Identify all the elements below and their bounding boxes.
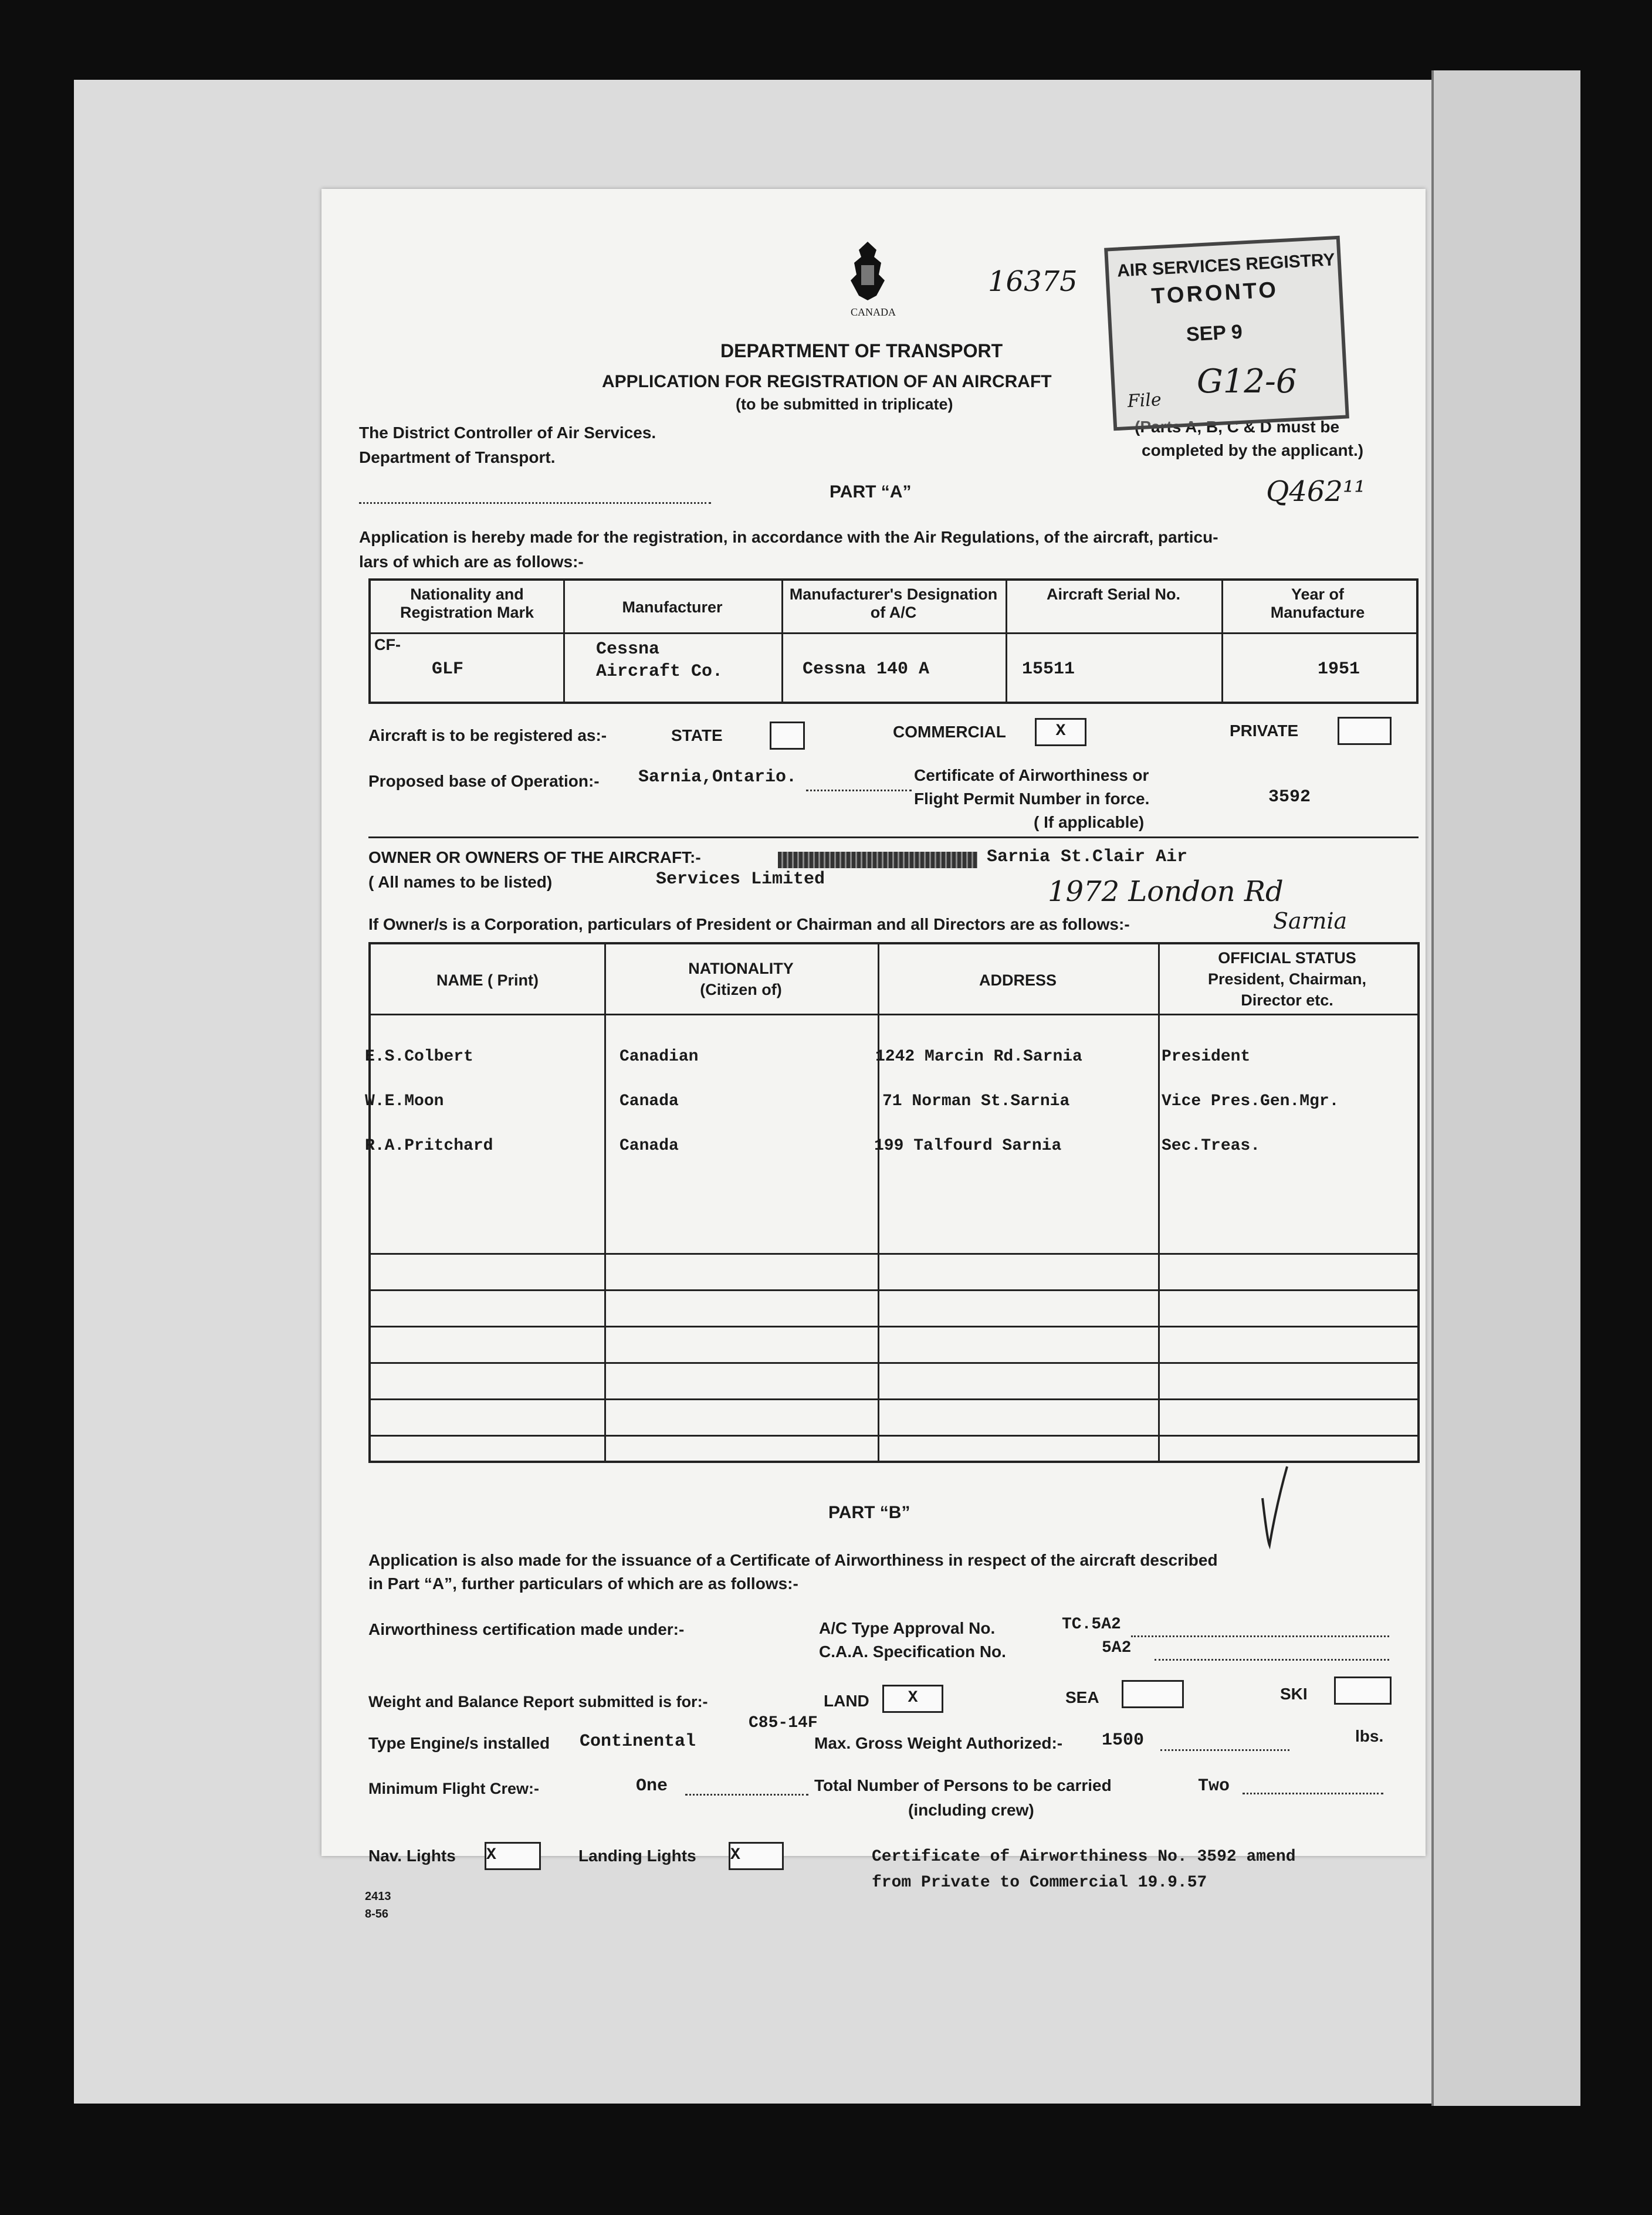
officers-table	[365, 942, 1420, 1463]
officers-col-address: ADDRESS	[979, 971, 1057, 989]
officers-col-status-sub-2: Director etc.	[1241, 991, 1333, 1009]
officer-address: 199 Talfourd Sarnia	[874, 1137, 1062, 1155]
designation-value: Cessna 140 A	[803, 659, 930, 679]
dotted-line	[1243, 1793, 1383, 1794]
form-subtitle: (to be submitted in triplicate)	[736, 395, 953, 413]
stamp-line-1: AIR SERVICES REGISTRY	[1116, 250, 1336, 281]
officers-col-status-sub-1: President, Chairman,	[1207, 970, 1367, 988]
officers-col-nationality-sub: (Citizen of)	[700, 981, 782, 998]
cert-note: ( If applicable)	[1034, 813, 1145, 831]
manufacturer-line-1: Cessna	[596, 639, 660, 659]
corporation-label: If Owner/s is a Corporation, particulars of President or Chairman and all Directors are as follows:-	[368, 915, 1130, 933]
dotted-line	[806, 790, 912, 791]
serial-value: 15511	[1022, 659, 1075, 679]
department-title: DEPARTMENT OF TRANSPORT	[720, 340, 1003, 361]
nationality-prefix: CF-	[374, 636, 401, 653]
officer-name: W.E.Moon	[365, 1092, 444, 1110]
part-b-intro-2: in Part “A”, further particulars of which are as follows:-	[368, 1574, 798, 1593]
dotted-line	[685, 1794, 808, 1796]
private-checkbox[interactable]	[1338, 717, 1392, 745]
parts-note-line-1: (Parts A, B, C & D must be	[1135, 418, 1340, 436]
land-label: LAND	[824, 1692, 869, 1710]
landing-lights-label: Landing Lights	[578, 1847, 696, 1865]
officer-nationality: Canadian	[620, 1048, 699, 1066]
stamp-file-label: File	[1126, 390, 1162, 412]
ski-checkbox[interactable]	[1334, 1677, 1392, 1705]
land-checkbox[interactable]: X	[882, 1685, 943, 1713]
col-serial: Aircraft Serial No.	[1046, 585, 1181, 603]
registered-as-label: Aircraft is to be registered as:-	[368, 726, 607, 744]
stamp-file-value: G12-6	[1197, 363, 1297, 401]
officers-col-name: NAME ( Print)	[436, 971, 539, 989]
nav-lights-checkbox[interactable]: X	[485, 1842, 541, 1870]
registration-mark: GLF	[432, 659, 464, 679]
officer-nationality: Canada	[620, 1137, 679, 1155]
officer-address: 71 Norman St.Sarnia	[882, 1092, 1070, 1110]
corporation-handwritten: Sarnia	[1273, 908, 1348, 934]
stamp-line-2: TORONTO	[1150, 277, 1279, 309]
weight-label: Weight and Balance Report submitted is for:-	[368, 1693, 708, 1711]
dotted-line	[1155, 1659, 1389, 1661]
dotted-line	[1160, 1749, 1289, 1751]
officer-address: 1242 Marcin Rd.Sarnia	[875, 1048, 1082, 1066]
adjacent-page-edge	[1431, 70, 1580, 2106]
handwritten-reference: Q462¹¹	[1266, 475, 1366, 508]
persons-label: Total Number of Persons to be carried	[814, 1776, 1112, 1794]
owner-note: ( All names to be listed)	[368, 873, 553, 891]
type-approval-value: TC.5A2	[1062, 1615, 1121, 1634]
part-a-heading: PART “A”	[830, 482, 912, 502]
state-checkbox[interactable]	[770, 722, 805, 750]
part-b-heading: PART “B”	[828, 1503, 910, 1522]
owner-label: OWNER OR OWNERS OF THE AIRCRAFT:-	[368, 848, 701, 866]
registry-stamp	[1104, 236, 1349, 431]
form-title: APPLICATION FOR REGISTRATION OF AN AIRCRAFT	[602, 372, 1052, 391]
officer-status: Vice Pres.Gen.Mgr.	[1162, 1092, 1339, 1110]
section-rule	[368, 836, 1419, 838]
type-approval-label: A/C Type Approval No.	[819, 1619, 996, 1637]
caa-spec-value: 5A2	[1102, 1639, 1132, 1657]
part-a-intro-2: lars of which are as follows:-	[359, 553, 584, 571]
base-value: Sarnia,Ontario.	[638, 767, 797, 787]
commercial-label: COMMERCIAL	[893, 723, 1006, 741]
parts-note-line-2: completed by the applicant.)	[1142, 441, 1364, 459]
file-number: 16375	[988, 265, 1078, 298]
officer-name: E.S.Colbert	[365, 1048, 473, 1066]
persons-value: Two	[1198, 1776, 1230, 1796]
owner-value-2: Services Limited	[656, 869, 825, 889]
sea-label: SEA	[1065, 1688, 1099, 1706]
owner-value-1: Sarnia St.Clair Air	[987, 847, 1188, 867]
caa-spec-label: C.A.A. Specification No.	[819, 1642, 1006, 1661]
part-a-intro-1: Application is hereby made for the registration, in accordance with the Air Regulations, of the aircraft, particu-	[359, 528, 1218, 546]
airworthiness-label: Airworthiness certification made under:-	[368, 1620, 685, 1638]
commercial-checkbox[interactable]: X	[1035, 718, 1086, 746]
form-number: 2413	[365, 1890, 391, 1903]
addressee-line-1: The District Controller of Air Services.	[359, 424, 656, 442]
amendment-note-2: from Private to Commercial 19.9.57	[872, 1874, 1207, 1892]
col-manufacturer: Manufacturer	[622, 598, 723, 616]
state-label: STATE	[671, 726, 723, 744]
handwritten-checkmark-icon	[1257, 1463, 1292, 1551]
manufacturer-line-2: Aircraft Co.	[596, 662, 723, 682]
application-form	[321, 189, 1426, 1921]
dotted-line	[359, 502, 711, 504]
nav-lights-label: Nav. Lights	[368, 1847, 456, 1865]
addressee-line-2: Department of Transport.	[359, 448, 556, 466]
persons-note: (including crew)	[908, 1801, 1034, 1819]
dotted-line	[1131, 1635, 1389, 1637]
ski-label: SKI	[1280, 1685, 1308, 1703]
cert-label-1: Certificate of Airworthiness or	[914, 766, 1149, 784]
struck-out-text	[778, 852, 977, 868]
canada-crest-icon	[841, 239, 894, 304]
officer-status: Sec.Treas.	[1162, 1137, 1261, 1155]
col-designation: Manufacturer's Designation of A/C	[789, 585, 998, 621]
officer-nationality: Canada	[620, 1092, 679, 1110]
form-date: 8-56	[365, 1908, 389, 1921]
engine-label: Type Engine/s installed	[368, 1734, 550, 1752]
engine-model: C85-14F	[749, 1714, 818, 1732]
part-b-intro-1: Application is also made for the issuance of a Certificate of Airworthiness in respect of the aircraft described	[368, 1551, 1218, 1569]
officers-col-nationality: NATIONALITY	[688, 960, 794, 977]
col-year: Year of Manufacture	[1270, 585, 1365, 621]
year-value: 1951	[1318, 659, 1360, 679]
landing-lights-checkbox[interactable]: X	[729, 1842, 784, 1870]
officer-status: President	[1162, 1048, 1251, 1066]
base-label: Proposed base of Operation:-	[368, 772, 600, 790]
engine-make: Continental	[580, 1732, 696, 1752]
gross-weight-label: Max. Gross Weight Authorized:-	[814, 1734, 1063, 1752]
officer-name: R.A.Pritchard	[365, 1137, 493, 1155]
private-label: PRIVATE	[1230, 722, 1299, 740]
col-nationality: Nationality and Registration Mark	[400, 585, 534, 621]
crew-label: Minimum Flight Crew:-	[368, 1780, 539, 1797]
officers-col-status: OFFICIAL STATUS	[1218, 949, 1356, 967]
cert-value: 3592	[1268, 787, 1311, 807]
cert-label-2: Flight Permit Number in force.	[914, 790, 1150, 808]
crest-caption: CANADA	[851, 306, 896, 318]
amendment-note-1: Certificate of Airworthiness No. 3592 amend	[872, 1848, 1296, 1866]
aircraft-table	[368, 578, 1419, 704]
crew-value: One	[636, 1776, 668, 1796]
gross-weight-value: 1500	[1102, 1730, 1145, 1750]
gross-weight-unit: lbs.	[1355, 1727, 1384, 1745]
sea-checkbox[interactable]	[1122, 1680, 1184, 1708]
stamp-date: SEP 9	[1186, 320, 1243, 346]
owner-handwritten-address: 1972 London Rd	[1048, 875, 1284, 908]
